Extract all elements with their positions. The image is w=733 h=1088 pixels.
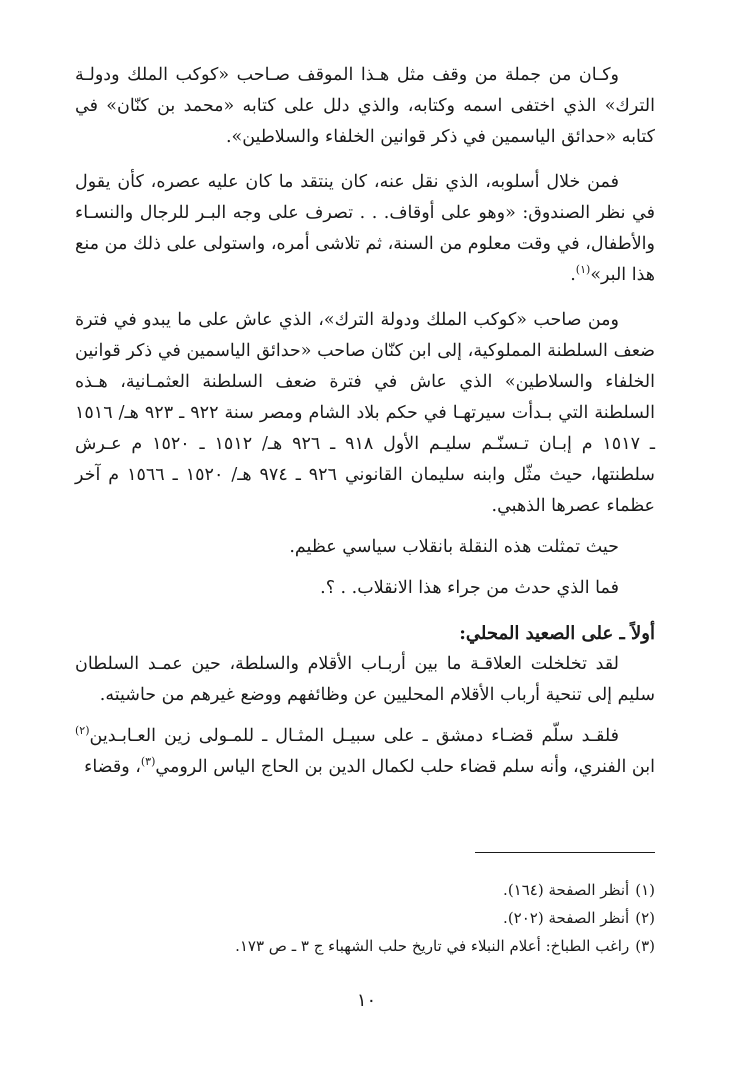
footnote-2 — [75, 904, 655, 932]
paragraph-1: وكـان من جملة من وقف مثل هـذا الموقف صـاحب «كوكب الملك ودولـة الترك» الذي اختفى اسمه وكتابه، والذي دلل على كتابه «محمد بن كنّان» في كتابه «حدائق الياسمين في ذكر قوانين الخلفاء والسلاطين». — [75, 65, 655, 147]
paragraph-5: فما الذي حدث من جراء هذا الانقلاب. . ؟. — [320, 578, 619, 598]
footnote-1-text: أنظر الصفحة (١٦٤). — [503, 881, 630, 899]
paragraph-2-text: فمن خلال أسلوبه، الذي نقل عنه، كان ينتقد ما كان عليه عصره، كأن يقول في نظر الصندوق: «وهو على أوقاف. . . تصرف على وجه البـر للرجال والنسـاء والأطفال، في وقت معلوم من السنة، ثم تلاشى أمره، واستولى على ذلك من منع هذا البر» — [75, 172, 655, 285]
page-number: ١٠ — [356, 990, 377, 1011]
section-heading: أولاً ـ على الصعيد المحلي: — [459, 623, 655, 644]
paragraph-4: حيث تمثلت هذه النقلة بانقلاب سياسي عظيم. — [289, 537, 619, 557]
footnote-3-number: (٣) — [635, 937, 655, 955]
paragraph-7-part-a: فلقـد سلّم قضـاء دمشق ـ على سبيـل المثـال ـ للمـولى زين العـابـدين — [89, 726, 619, 746]
paragraph-2 — [75, 167, 655, 291]
footnote-ref-2[interactable]: (٢) — [75, 724, 90, 738]
paragraph-3: ومن صاحب «كوكب الملك ودولة الترك»، الذي عاش على ما يبدو في فترة ضعف السلطنة المملوكية، إلى ابن كنّان صاحب «حدائق الياسمين في ذكر قوانين الخلفاء والسلاطين» الذي عاش في فترة ضعف السلطنة العثمـانية، هـذه السلطنة التي بـدأت سيرتهـا في حكم بلاد الشام ومصر سنة ٩٢٢ ـ ٩٢٣ هـ/ ١٥١٦ ـ ١٥١٧ م إبـان تـسنّـم سليـم الأول ٩١٨ ـ ٩٢٦ هـ/ ١٥١٢ ـ ١٥٢٠ م عـرش سلطنتها، حيث مثّل وابنه سليمان القانوني ٩٢٦ ـ ٩٧٤ هـ/ ١٥٢٠ ـ ١٥٦٦ م آخر عظماء عصرها الذهبي. — [75, 310, 655, 516]
paragraph-7-part-b: ابن الفنري، وأنه سلم قضاء حلب لكمال الدين بن الحاج الياس الرومي — [155, 757, 655, 777]
page-body — [75, 60, 655, 783]
paragraph-2-end: . — [570, 265, 576, 285]
footnote-2-number: (٢) — [635, 909, 655, 927]
footnotes — [75, 876, 655, 960]
footnote-3-text: راغب الطباخ: أعلام النبلاء في تاريخ حلب الشهباء ج ٣ ـ ص ١٧٣. — [235, 937, 630, 955]
footnote-1 — [75, 876, 655, 904]
footnote-3 — [75, 932, 655, 960]
paragraph-7-part-c: ، وقضاء — [84, 757, 141, 777]
footnote-divider — [475, 852, 655, 853]
paragraph-6: لقد تخلخلت العلاقـة ما بين أربـاب الأقلام والسلطة، حين عمـد السلطان سليم إلى تنحية أرباب الأقلام المحليين عن وظائفهم ووضع غيرهم من حاشيته. — [75, 654, 655, 705]
footnote-1-number: (١) — [635, 881, 655, 899]
paragraph-7 — [75, 721, 655, 783]
footnote-2-text: أنظر الصفحة (٢٠٢). — [503, 909, 630, 927]
footnote-ref-3[interactable]: (٣) — [140, 755, 156, 769]
footnote-ref-1[interactable]: (١) — [575, 263, 591, 277]
